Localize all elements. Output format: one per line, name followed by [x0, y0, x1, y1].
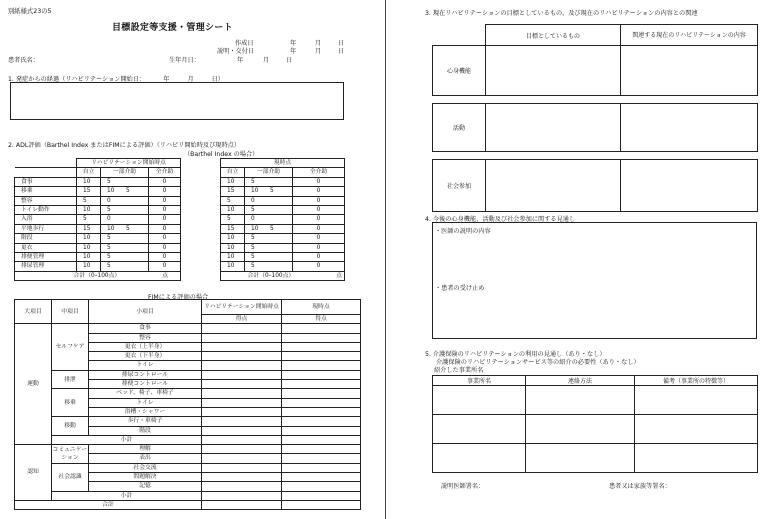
patient-acceptance-label: ・患者の受け止め: [435, 285, 485, 292]
fim-small-item: 排尿コントロール: [89, 370, 202, 379]
adl-now-score: 0: [245, 215, 293, 224]
fim-score-now-cell[interactable]: [282, 445, 361, 454]
fim-score-start-cell[interactable]: [202, 380, 282, 389]
fim-cognition-subtotal: 小計: [52, 491, 202, 500]
adl-now-score: 5: [245, 262, 293, 271]
fim-score-now-cell[interactable]: [282, 482, 361, 491]
adl-start-score: 5: [101, 243, 149, 252]
adl-start-score: 0: [149, 196, 181, 205]
adl-now-score: 5: [221, 215, 245, 224]
creation-day-mark: 日: [338, 40, 345, 47]
adl-start-score: 10 5: [101, 187, 149, 196]
adl-item-label: トイレ動作: [15, 206, 77, 215]
facility-cell[interactable]: [433, 444, 526, 473]
contact-method-header: 連絡方法: [526, 376, 635, 386]
adl-total-start: [15, 271, 181, 280]
remarks-cell[interactable]: [635, 386, 758, 415]
fim-small-item: 理解: [89, 445, 202, 454]
fim-mid-excretion: 排泄: [52, 370, 89, 389]
adl-now-score: 10 5: [245, 224, 293, 233]
adl-row: [15, 224, 345, 233]
fim-small-item: 階段: [89, 426, 202, 435]
fim-small-item: 排便コントロール: [89, 380, 202, 389]
fim-header-large: 大項目: [15, 300, 52, 324]
adl-start-score: 0: [149, 262, 181, 271]
adl-start-score: 5: [101, 253, 149, 262]
content-social-cell[interactable]: [621, 160, 758, 212]
fim-row: [15, 445, 361, 454]
adl-now-score: 10: [221, 234, 245, 243]
adl-start-score: 0: [149, 177, 181, 186]
fim-small-item: 更衣（上半身）: [89, 342, 202, 351]
adl-start-score: 15: [77, 224, 101, 233]
goal-body-function-cell[interactable]: [486, 46, 621, 96]
fim-total: 合計: [15, 500, 202, 509]
section1-day: 日）: [211, 76, 224, 83]
adl-now-score: 0: [293, 224, 345, 233]
fim-score-now-cell[interactable]: [282, 389, 361, 398]
fim-small-item: 問題解決: [89, 473, 202, 482]
adl-item-label: 平地歩行: [15, 224, 77, 233]
fim-score-start-cell[interactable]: [202, 482, 282, 491]
fim-score-now-cell[interactable]: [282, 426, 361, 435]
adl-now-score: 5: [245, 206, 293, 215]
fim-score-now-cell[interactable]: [282, 380, 361, 389]
row-activity: 活動: [433, 104, 486, 152]
fim-score-start-cell[interactable]: [202, 463, 282, 472]
doctor-signature-label: 説明医師署名：: [441, 483, 485, 490]
adl-start-score: 10: [77, 177, 101, 186]
adl-start-score: 5: [101, 177, 149, 186]
adl-item-label: 食事: [15, 177, 77, 186]
adl-start-score: 0: [101, 215, 149, 224]
fim-mid-social: 社会認識: [52, 463, 89, 491]
contact-cell[interactable]: [526, 386, 635, 415]
fim-header-now: 現時点: [282, 300, 361, 315]
explain-day-mark: 日: [338, 48, 345, 55]
adl-start-score: 5: [101, 234, 149, 243]
form-number: 別紙様式23の5: [8, 8, 52, 15]
adl-start-score: 0: [149, 234, 181, 243]
adl-col-full: 全介助: [149, 168, 181, 177]
adl-now-score: 10: [221, 243, 245, 252]
section1-title-text: 1. 発症からの経過（リハビリテーション開始日：: [8, 76, 146, 83]
content-activity-cell[interactable]: [621, 104, 758, 152]
adl-gap: [181, 177, 221, 186]
fim-small-item: 食事: [89, 324, 202, 333]
goal-activity-cell[interactable]: [486, 104, 621, 152]
fim-mid-selfcare: セルフケア: [52, 324, 89, 370]
fim-score-now-cell[interactable]: [282, 491, 361, 500]
adl-col-partial: 一部介助: [101, 168, 149, 177]
fim-header-small: 小項目: [89, 300, 202, 324]
fim-title: FIMによる評価の場合: [148, 294, 209, 301]
adl-row: [15, 177, 345, 186]
adl-item-label: 入浴: [15, 215, 77, 224]
birth-month-mark: 月: [263, 57, 270, 64]
fim-header-mid: 中項目: [52, 300, 89, 324]
row-body-function: 心身機能: [433, 46, 486, 96]
page-divider: [385, 0, 386, 519]
adl-now-score: 0: [293, 262, 345, 271]
adl-start-score: 0: [149, 224, 181, 233]
adl-now-score: 5: [245, 243, 293, 252]
remarks-cell[interactable]: [635, 415, 758, 444]
adl-item-label: 排便管理: [15, 253, 77, 262]
fim-score-start-cell[interactable]: [202, 398, 282, 407]
fim-score-start-cell[interactable]: [202, 324, 282, 333]
fim-score-start-cell[interactable]: [202, 407, 282, 416]
fim-score-start-cell[interactable]: [202, 361, 282, 370]
adl-start-score: 10: [77, 234, 101, 243]
page-title: 目標設定等支援・管理シート: [112, 23, 233, 33]
creation-date-label: 作成日: [235, 40, 254, 47]
fim-header-score: 得点: [282, 315, 361, 324]
adl-now-score: 0: [293, 177, 345, 186]
fim-score-start-cell[interactable]: [202, 445, 282, 454]
section1-year: 年: [163, 76, 170, 83]
fim-small-item: 社会交流: [89, 463, 202, 472]
content-body-function-cell[interactable]: [621, 46, 758, 96]
adl-row: [15, 196, 345, 205]
creation-month-mark: 月: [315, 40, 322, 47]
adl-gap: [181, 206, 221, 215]
adl-start-score: 0: [149, 187, 181, 196]
fim-small-item: 更衣（下半身）: [89, 352, 202, 361]
section5-title-3: 紹介した事業所名: [434, 367, 484, 374]
fim-score-now-cell[interactable]: [282, 463, 361, 472]
adl-gap: [181, 187, 221, 196]
adl-row: [15, 206, 345, 215]
adl-start-score: 0: [149, 253, 181, 262]
fim-score-now-cell[interactable]: [282, 417, 361, 426]
fim-small-item: 整容: [89, 333, 202, 342]
section4-title: 4. 今後の心身機能、活動及び社会参加に関する見通し: [425, 216, 576, 223]
fim-score-start-cell[interactable]: [202, 342, 282, 351]
adl-start-score: 10: [77, 262, 101, 271]
adl-now-score: 10: [221, 262, 245, 271]
remarks-header: 備考（事業所の特徴等）: [635, 376, 758, 386]
birth-year-mark: 年: [237, 57, 244, 64]
fim-score-start-cell[interactable]: [202, 426, 282, 435]
fim-small-item: トイレ: [89, 398, 202, 407]
fim-score-now-cell[interactable]: [282, 352, 361, 361]
fim-score-now-cell[interactable]: [282, 333, 361, 342]
adl-now-score: 15: [221, 187, 245, 196]
adl-item-label: 移乗: [15, 187, 77, 196]
fim-mid-locomotion: 移動: [52, 417, 89, 436]
fim-small-item: トイレ: [89, 361, 202, 370]
adl-now-score: 10: [221, 206, 245, 215]
birthdate-label: 生年月日：: [169, 57, 200, 64]
adl-col-independent: 自立: [77, 168, 101, 177]
adl-start-score: 5: [77, 215, 101, 224]
adl-start-score: 0: [149, 215, 181, 224]
adl-gap: [181, 196, 221, 205]
adl-item-label: 更衣: [15, 243, 77, 252]
fim-small-item: 浴槽・シャワー: [89, 407, 202, 416]
prognosis-box[interactable]: [432, 222, 757, 339]
adl-item-label: 整容: [15, 196, 77, 205]
facility-cell[interactable]: [433, 415, 526, 444]
section5-title-1: 5. 介護保険のリハビリテーションの利用の見通し（あり・なし）: [425, 351, 606, 358]
adl-now-score: 5: [221, 196, 245, 205]
fim-row: [15, 389, 361, 398]
fim-score-start-cell[interactable]: [202, 473, 282, 482]
patient-signature-label: 患者又は家族等署名：: [609, 483, 671, 490]
adl-now-score: 0: [293, 196, 345, 205]
section5-title-2: 介護保険のリハビリテーションサービス等の紹介の必要性（あり・なし）: [436, 359, 640, 366]
adl-now-score: 0: [293, 234, 345, 243]
fim-score-start-cell[interactable]: [202, 417, 282, 426]
adl-total-label: 合計（0–100点）: [247, 272, 295, 279]
adl-start-score: 5: [77, 196, 101, 205]
adl-now-score: 0: [293, 253, 345, 262]
adl-col-full: 全介助: [293, 168, 345, 177]
explain-date-label: 説明・交付日: [217, 48, 255, 55]
explain-year-mark: 年: [290, 48, 297, 55]
adl-row: [15, 187, 345, 196]
adl-total-now: [221, 271, 345, 280]
adl-now-score: 15: [221, 224, 245, 233]
section2-title: 2. ADL評価（Barthel Index またはFIMによる評価）（リハビリ開始時及び現時点）: [8, 142, 241, 149]
fim-row: [15, 500, 361, 509]
section3-title: 3. 現在リハビリテーションの目標としているもの、及び現在のリハビリテーションの内容との関連: [425, 10, 698, 17]
adl-total-points: 点: [162, 272, 168, 279]
adl-start-score: 10 5: [101, 224, 149, 233]
fim-score-now-cell[interactable]: [282, 500, 361, 509]
adl-gap: [181, 243, 221, 252]
adl-row: [15, 234, 345, 243]
adl-start-score: 5: [101, 206, 149, 215]
fim-score-now-cell[interactable]: [282, 361, 361, 370]
adl-col-partial: 一部介助: [245, 168, 293, 177]
adl-row: [15, 253, 345, 262]
fim-score-start-cell[interactable]: [202, 333, 282, 342]
fim-large-motor: 運動: [15, 324, 52, 445]
adl-gap: [181, 253, 221, 262]
adl-gap: [181, 224, 221, 233]
fim-table: [14, 299, 361, 510]
section1-month: 月: [187, 76, 194, 83]
fim-small-item: ベッド、椅子、車椅子: [89, 389, 202, 398]
adl-gap: [181, 215, 221, 224]
adl-item-label: 排尿管理: [15, 262, 77, 271]
adl-total-points: 点: [336, 272, 343, 279]
adl-row: [15, 215, 345, 224]
adl-total-label: 合計（0–100点）: [73, 272, 121, 279]
adl-start-score: 5: [101, 262, 149, 271]
fim-row: [15, 491, 361, 500]
adl-now-score: 10: [221, 177, 245, 186]
related-content-header: 関連する現在のリハビリテーションの内容: [621, 25, 758, 46]
fim-score-start-cell[interactable]: [202, 352, 282, 361]
fim-header-start: リハビリテーション開始時点: [202, 300, 282, 315]
contact-cell[interactable]: [526, 415, 635, 444]
fim-mid-communication: コミュニケーション: [52, 445, 89, 464]
adl-now-score: 5: [245, 234, 293, 243]
fim-score-start-cell[interactable]: [202, 500, 282, 509]
fim-score-now-cell[interactable]: [282, 342, 361, 351]
explain-month-mark: 月: [315, 48, 322, 55]
remarks-cell[interactable]: [635, 444, 758, 473]
adl-start-score: 10: [77, 243, 101, 252]
adl-now-score: 5: [245, 177, 293, 186]
goal-header: 目標としているもの: [486, 25, 621, 46]
contact-cell[interactable]: [526, 444, 635, 473]
fim-large-cognition: 認知: [15, 445, 52, 501]
adl-gap: [181, 262, 221, 271]
row-social-participation: 社会参加: [433, 160, 486, 212]
adl-header-now: 現時点: [221, 159, 345, 168]
facility-cell[interactable]: [433, 386, 526, 415]
adl-item-label: 階段: [15, 234, 77, 243]
adl-start-score: 10: [77, 206, 101, 215]
fim-score-now-cell[interactable]: [282, 473, 361, 482]
barthel-index-table: [14, 158, 345, 281]
birth-day-mark: 日: [286, 57, 293, 64]
adl-now-score: 0: [293, 215, 345, 224]
fim-row: [15, 463, 361, 472]
fim-score-now-cell[interactable]: [282, 454, 361, 463]
facility-name-header: 事業所名: [433, 376, 526, 386]
fim-score-start-cell[interactable]: [202, 491, 282, 500]
section2-subtitle: （Barthel Index の場合）: [184, 151, 259, 158]
adl-now-score: 0: [293, 206, 345, 215]
adl-now-score: 0: [293, 187, 345, 196]
adl-now-score: 0: [293, 243, 345, 252]
adl-gap: [181, 234, 221, 243]
adl-now-score: 10 5: [245, 187, 293, 196]
goal-social-cell[interactable]: [486, 160, 621, 212]
adl-start-score: 10: [77, 253, 101, 262]
adl-now-score: 10: [221, 253, 245, 262]
adl-start-score: 15: [77, 187, 101, 196]
adl-start-score: 0: [149, 243, 181, 252]
facility-table: [432, 375, 758, 473]
fim-score-start-cell[interactable]: [202, 389, 282, 398]
fim-small-item: 歩行・車椅子: [89, 417, 202, 426]
adl-now-score: 0: [245, 196, 293, 205]
adl-col-independent: 自立: [221, 168, 245, 177]
doctor-explanation-label: ・医師の説明の内容: [435, 228, 491, 235]
adl-header-start: リハビリテーション開始時点: [77, 159, 181, 168]
adl-row: [15, 262, 345, 271]
adl-now-score: 5: [245, 253, 293, 262]
fim-header-score: 得点: [202, 315, 282, 324]
fim-motor-subtotal: 小計: [52, 435, 202, 444]
fim-score-now-cell[interactable]: [282, 407, 361, 416]
fim-score-start-cell[interactable]: [202, 435, 282, 444]
fim-score-now-cell[interactable]: [282, 324, 361, 333]
fim-row: [15, 435, 361, 444]
fim-row: [15, 417, 361, 426]
fim-score-start-cell[interactable]: [202, 370, 282, 379]
fim-row: [15, 370, 361, 379]
onset-course-box[interactable]: [10, 82, 344, 120]
goal-table: [432, 24, 758, 212]
fim-mid-transfer: 移乗: [52, 389, 89, 417]
adl-row: [15, 243, 345, 252]
creation-year-mark: 年: [290, 40, 297, 47]
adl-start-score: 0: [101, 196, 149, 205]
fim-small-item: 表出: [89, 454, 202, 463]
fim-score-now-cell[interactable]: [282, 435, 361, 444]
fim-small-item: 記憶: [89, 482, 202, 491]
fim-score-start-cell[interactable]: [202, 454, 282, 463]
adl-start-score: 0: [149, 206, 181, 215]
fim-score-now-cell[interactable]: [282, 398, 361, 407]
patient-name-label: 患者氏名：: [8, 57, 39, 64]
fim-row: [15, 324, 361, 333]
fim-score-now-cell[interactable]: [282, 370, 361, 379]
